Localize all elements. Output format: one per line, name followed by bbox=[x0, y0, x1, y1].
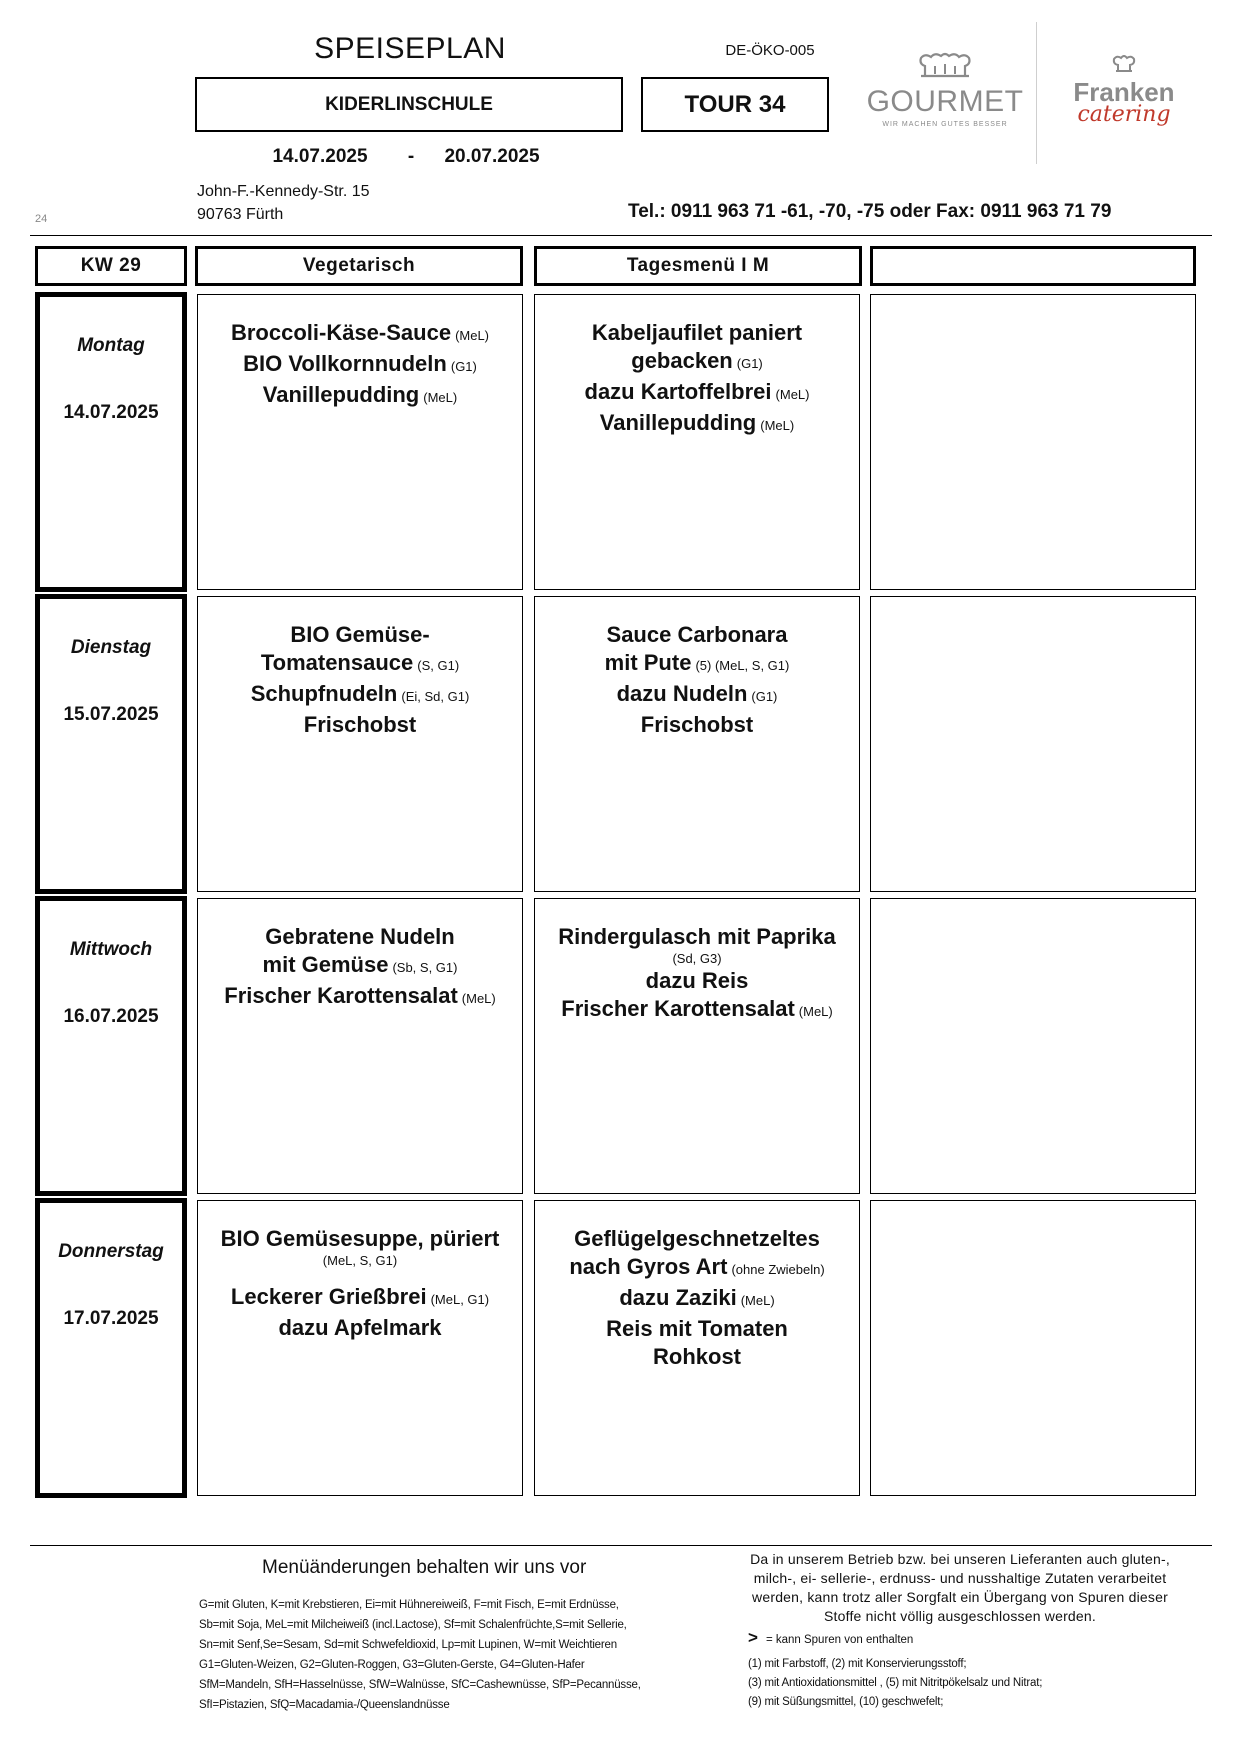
chef-hat-icon bbox=[915, 52, 975, 78]
dish-line bbox=[543, 347, 851, 378]
dish-line bbox=[543, 1343, 851, 1371]
dish-name: Schupfnudeln bbox=[250, 681, 398, 706]
dish-line bbox=[206, 680, 514, 711]
meal-cell-daily-menu bbox=[534, 1200, 860, 1496]
dish-name: Rindergulasch mit Paprika bbox=[558, 924, 836, 949]
meal-cell-extra bbox=[870, 1200, 1196, 1496]
day-cell bbox=[35, 292, 187, 592]
dish-name: dazu Zaziki bbox=[619, 1285, 737, 1310]
allergen-codes: (MeL, S, G1) bbox=[322, 1253, 398, 1268]
dish-name: BIO Gemüse- bbox=[290, 622, 430, 647]
dish-line bbox=[543, 680, 851, 711]
dish-line bbox=[543, 621, 851, 649]
dish-line bbox=[543, 711, 851, 739]
meal-cell-vegetarian bbox=[197, 1200, 523, 1496]
allergen-codes: (Ei, Sd, G1) bbox=[401, 689, 470, 704]
allergen-codes: (MeL) bbox=[775, 387, 810, 402]
allergen-codes: (G1) bbox=[751, 689, 778, 704]
meal-cell-vegetarian bbox=[197, 294, 523, 590]
allergen-codes: (MeL) bbox=[760, 418, 795, 433]
allergen-codes: (Sd, G3) bbox=[672, 951, 722, 966]
address-street: John-F.-Kennedy-Str. 15 bbox=[197, 183, 370, 200]
meal-cell-daily-menu bbox=[534, 294, 860, 590]
dish-line bbox=[543, 649, 851, 680]
allergen-codes: (MeL) bbox=[423, 390, 458, 405]
dish-name: dazu Kartoffelbrei bbox=[584, 379, 772, 404]
dish-line bbox=[206, 1225, 514, 1253]
catering-wordmark: catering bbox=[1077, 102, 1171, 127]
page-title: SPEISEPLAN bbox=[314, 32, 506, 65]
dish-name: dazu Apfelmark bbox=[278, 1315, 442, 1340]
day-name: Dienstag bbox=[70, 637, 152, 658]
allergen-codes: (MeL) bbox=[461, 991, 496, 1006]
dish-name: mit Gemüse bbox=[262, 952, 389, 977]
dish-name: Rohkost bbox=[653, 1344, 741, 1369]
tour-box: TOUR 34 bbox=[641, 77, 829, 132]
dish-line bbox=[543, 1315, 851, 1343]
allergen-legend-line: G=mit Gluten, K=mit Krebstieren, Ei=mit Hühnereiweiß, F=mit Fisch, E=mit Erdnüsse, bbox=[199, 1599, 619, 1611]
allergen-legend-line: Sb=mit Soja, MeL=mit Milcheiweiß (incl.Lactose), Sf=mit Schalenfrüchte,S=mit Sellerie, bbox=[199, 1619, 627, 1631]
meal-cell-extra bbox=[870, 898, 1196, 1194]
dish-name: Vanillepudding bbox=[599, 410, 757, 435]
day-date: 15.07.2025 bbox=[63, 704, 159, 725]
day-cell bbox=[35, 1198, 187, 1498]
meal-cell-daily-menu bbox=[534, 596, 860, 892]
school-name-box: KIDERLINSCHULE bbox=[195, 77, 623, 132]
traces-legend bbox=[748, 1628, 913, 1648]
meal-cell-extra bbox=[870, 596, 1196, 892]
dish-line bbox=[543, 923, 851, 951]
traces-notice-line: Stoffe nicht völlig ausgeschlossen werden. bbox=[824, 1608, 1096, 1624]
dish-name: dazu Nudeln bbox=[616, 681, 748, 706]
allergen-codes: (5) (MeL, S, G1) bbox=[695, 658, 790, 673]
dish-line bbox=[206, 649, 514, 680]
dish-line bbox=[206, 350, 514, 381]
day-date: 14.07.2025 bbox=[63, 402, 159, 423]
chef-hat-icon bbox=[1111, 54, 1137, 72]
allergen-codes: (G1) bbox=[736, 356, 763, 371]
dish-line bbox=[206, 982, 514, 1013]
day-cell bbox=[35, 594, 187, 894]
dish-name: Frischobst bbox=[303, 712, 417, 737]
date-range-start: 14.07.2025 bbox=[272, 146, 368, 167]
traces-symbol: > bbox=[748, 1628, 758, 1647]
dish-name: Tomatensauce bbox=[260, 650, 414, 675]
dish-name: Reis mit Tomaten bbox=[606, 1316, 788, 1341]
dish-line bbox=[206, 621, 514, 649]
page-number: 24 bbox=[35, 213, 48, 225]
day-cell bbox=[35, 896, 187, 1196]
allergen-codes: (MeL) bbox=[455, 328, 490, 343]
additive-legend-line: (3) mit Antioxidationsmittel , (5) mit Nitritpökelsalz und Nitrat; bbox=[748, 1677, 1043, 1689]
dish-name: mit Pute bbox=[604, 650, 692, 675]
dish-line bbox=[206, 711, 514, 739]
franken-wordmark: Franken bbox=[1073, 77, 1175, 107]
day-date: 17.07.2025 bbox=[63, 1308, 159, 1329]
additive-legend-line: (9) mit Süßungsmittel, (10) geschwefelt; bbox=[748, 1696, 944, 1708]
column-header-vegetarian: Vegetarisch bbox=[195, 246, 523, 286]
traces-notice-line: Da in unserem Betrieb bzw. bei unseren Lieferanten auch gluten-, bbox=[750, 1551, 1170, 1567]
dish-name: Frischer Karottensalat bbox=[561, 996, 795, 1021]
dish-line bbox=[543, 409, 851, 440]
address-city: 90763 Fürth bbox=[197, 206, 284, 223]
eco-certification-code: DE-ÖKO-005 bbox=[725, 42, 815, 59]
column-header-empty bbox=[870, 246, 1196, 286]
header-divider bbox=[30, 235, 1212, 236]
dish-name: Geflügelgeschnetzeltes bbox=[574, 1226, 820, 1251]
gourmet-wordmark: GOURMET bbox=[866, 85, 1024, 118]
menu-change-note: Menüänderungen behalten wir uns vor bbox=[262, 1557, 587, 1578]
allergen-codes: (S, G1) bbox=[417, 658, 460, 673]
dish-line bbox=[543, 967, 851, 995]
dish-line bbox=[206, 923, 514, 951]
traces-notice-line: milch-, ei- sellerie-, erdnuss- und nusshaltige Zutaten verarbeitet bbox=[753, 1570, 1167, 1586]
meal-cell-extra bbox=[870, 294, 1196, 590]
dish-line bbox=[206, 1314, 514, 1342]
allergen-legend-line: SfM=Mandeln, SfH=Hasselnüsse, SfW=Walnüsse, SfC=Cashewnüsse, SfP=Pecannüsse, bbox=[199, 1679, 641, 1691]
dish-name: gebacken bbox=[631, 348, 733, 373]
gourmet-tagline: WIR MACHEN GUTES BESSER bbox=[882, 121, 1008, 128]
dish-name: Frischobst bbox=[640, 712, 754, 737]
allergen-legend bbox=[199, 1595, 641, 1715]
dish-name: BIO Vollkornnudeln bbox=[243, 351, 447, 376]
meal-cell-daily-menu bbox=[534, 898, 860, 1194]
dish-line bbox=[543, 319, 851, 347]
dish-line bbox=[543, 995, 851, 1026]
dish-name: nach Gyros Art bbox=[569, 1254, 728, 1279]
dish-line bbox=[206, 319, 514, 350]
day-date: 16.07.2025 bbox=[63, 1006, 159, 1027]
dish-line bbox=[543, 378, 851, 409]
dish-name: Broccoli-Käse-Sauce bbox=[230, 320, 452, 345]
dish-name: Kabeljaufilet paniert bbox=[591, 320, 803, 345]
allergen-legend-line: Sn=mit Senf,Se=Sesam, Sd=mit Schwefeldioxid, Lp=mit Lupinen, W=mit Weichtieren bbox=[199, 1639, 617, 1651]
allergen-legend-line: G1=Gluten-Weizen, G2=Gluten-Roggen, G3=Gluten-Gerste, G4=Gluten-Hafer bbox=[199, 1659, 585, 1671]
dish-line bbox=[543, 1284, 851, 1315]
additives-legend bbox=[748, 1655, 1042, 1712]
allergen-codes: (MeL) bbox=[740, 1293, 775, 1308]
logo-divider bbox=[1036, 22, 1037, 164]
allergen-legend-line: SfI=Pistazien, SfQ=Macadamia-/Queenslandnüsse bbox=[199, 1699, 450, 1711]
dish-name: Sauce Carbonara bbox=[606, 622, 788, 647]
day-name: Montag bbox=[77, 335, 145, 356]
dish-name: Frischer Karottensalat bbox=[224, 983, 458, 1008]
dish-line bbox=[206, 951, 514, 982]
dish-name: Leckerer Grießbrei bbox=[230, 1284, 427, 1309]
dish-name: BIO Gemüsesuppe, püriert bbox=[220, 1226, 500, 1251]
dish-line bbox=[543, 1225, 851, 1253]
column-header-daily-menu: Tagesmenü I M bbox=[534, 246, 862, 286]
traces-notice-line: werden, kann trotz aller Sorgfalt ein Übergang von Spuren dieser bbox=[752, 1589, 1168, 1605]
franken-catering-logo bbox=[1054, 54, 1194, 134]
contact-phone-fax: Tel.: 0911 963 71 -61, -70, -75 oder Fax: 0911 963 71 79 bbox=[628, 201, 1112, 222]
allergen-codes: (ohne Zwiebeln) bbox=[731, 1262, 825, 1277]
day-name: Mittwoch bbox=[69, 939, 153, 960]
traces-text: = kann Spuren von enthalten bbox=[765, 1634, 914, 1646]
day-name: Donnerstag bbox=[58, 1241, 164, 1262]
gourmet-logo bbox=[866, 52, 1024, 136]
dish-name: dazu Reis bbox=[645, 968, 749, 993]
date-range-separator: - bbox=[407, 146, 415, 167]
dish-name: Vanillepudding bbox=[262, 382, 420, 407]
dish-line bbox=[206, 1283, 514, 1314]
date-range-end: 20.07.2025 bbox=[444, 146, 540, 167]
traces-notice bbox=[740, 1550, 1180, 1626]
footer-divider bbox=[30, 1545, 1212, 1546]
dish-line bbox=[206, 381, 514, 412]
additive-legend-line: (1) mit Farbstoff, (2) mit Konservierungsstoff; bbox=[748, 1658, 967, 1670]
meal-cell-vegetarian bbox=[197, 596, 523, 892]
dish-line bbox=[543, 1253, 851, 1284]
allergen-codes: (MeL, G1) bbox=[430, 1292, 490, 1307]
meal-cell-vegetarian bbox=[197, 898, 523, 1194]
allergen-codes: (Sb, S, G1) bbox=[392, 960, 458, 975]
week-label: KW 29 bbox=[35, 246, 187, 286]
allergen-codes: (G1) bbox=[450, 359, 477, 374]
allergen-codes: (MeL) bbox=[798, 1004, 833, 1019]
dish-name: Gebratene Nudeln bbox=[265, 924, 455, 949]
